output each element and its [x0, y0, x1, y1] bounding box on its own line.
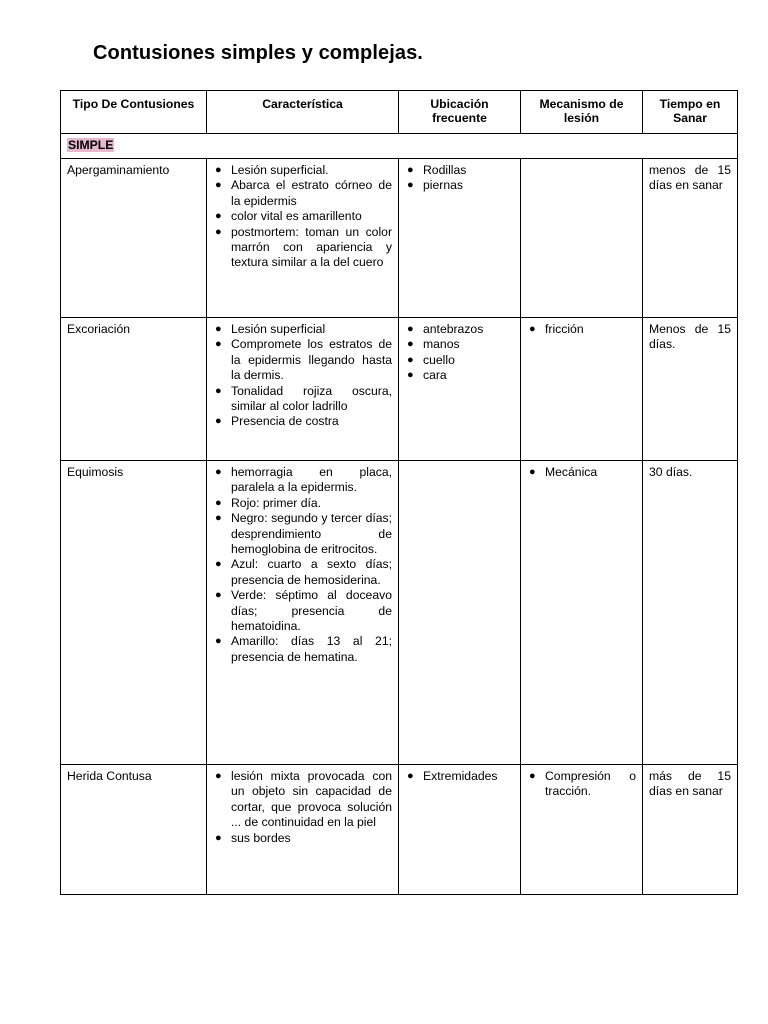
bullet-icon: ●	[215, 466, 222, 478]
bullet-list	[405, 163, 514, 194]
cell-mecanismo	[521, 318, 643, 461]
cell-caracteristica	[207, 318, 399, 461]
cell-tipo: Excoriación	[61, 318, 207, 461]
table-row	[61, 318, 738, 461]
bullet-icon: ●	[407, 369, 414, 382]
cell-tipo: Equimosis	[61, 461, 207, 765]
bullet-icon: ●	[407, 323, 414, 335]
table-row	[61, 461, 738, 765]
list-item	[213, 384, 392, 415]
list-item	[405, 353, 514, 368]
bullet-list	[213, 769, 392, 846]
list-item-text: antebrazos	[423, 322, 484, 336]
header-tiempo: Tiempo en Sanar	[643, 91, 738, 134]
cell-tiempo: 30 días.	[643, 461, 738, 765]
cell-tiempo: más de 15 días en sanar	[643, 765, 738, 895]
table-header-row	[61, 91, 738, 134]
list-item	[213, 465, 392, 496]
bullet-icon: ●	[215, 210, 222, 223]
cell-ubicacion	[399, 318, 521, 461]
cell-caracteristica	[207, 461, 399, 765]
bullet-icon: ●	[407, 164, 414, 176]
cell-mecanismo	[521, 159, 643, 318]
list-item-text: postmortem: toman un color marrón con apariencia y textura similar a la del cuero	[231, 224, 392, 270]
list-item-text: Compresión o tracción.	[545, 769, 636, 799]
list-item-text: hemorragia en placa, paralela a la epidermis.	[231, 465, 392, 495]
contusions-table	[60, 90, 738, 895]
list-item	[527, 322, 636, 337]
list-item-text: Lesión superficial	[231, 322, 326, 336]
list-item-text: Tonalidad rojiza oscura, similar al color ladrillo	[231, 383, 392, 414]
cell-ubicacion	[399, 765, 521, 895]
list-item	[213, 225, 392, 271]
bullet-icon: ●	[215, 179, 222, 192]
list-item-text: Compromete los estratos de la epidermis llegando hasta la dermis.	[231, 337, 392, 383]
bullet-icon: ●	[215, 164, 222, 176]
bullet-icon: ●	[215, 831, 222, 844]
list-item	[405, 178, 514, 193]
bullet-icon: ●	[407, 770, 414, 782]
bullet-icon: ●	[529, 466, 536, 478]
cell-ubicacion	[399, 159, 521, 318]
bullet-icon: ●	[215, 589, 222, 602]
cell-caracteristica	[207, 765, 399, 895]
cell-mecanismo	[521, 765, 643, 895]
bullet-icon: ●	[407, 179, 414, 192]
list-item	[213, 496, 392, 511]
list-item-text: lesión mixta provocada con un objeto sin capacidad de cortar, que provoca solución ... de continuidad en la piel	[231, 769, 392, 830]
list-item	[213, 634, 392, 665]
list-item-text: color vital es amarillento	[231, 209, 362, 224]
bullet-list	[213, 465, 392, 665]
cell-tiempo: menos de 15 días en sanar	[643, 159, 738, 318]
list-item-text: Mecánica	[545, 465, 598, 479]
bullet-list	[527, 465, 636, 480]
bullet-icon: ●	[215, 635, 222, 648]
section-label-simple: SIMPLE	[68, 138, 114, 152]
page-title: Contusiones simples y complejas.	[93, 42, 423, 64]
list-item-text: piernas	[423, 178, 463, 193]
list-item	[213, 414, 392, 429]
list-item	[213, 588, 392, 634]
list-item	[405, 322, 514, 337]
list-item	[213, 337, 392, 383]
cell-ubicacion	[399, 461, 521, 765]
list-item	[405, 163, 514, 178]
bullet-icon: ●	[215, 496, 222, 509]
list-item-text: Verde: séptimo al doceavo días; presencia de hematoidina.	[231, 588, 392, 634]
list-item-text: Presencia de costra	[231, 414, 339, 429]
bullet-icon: ●	[407, 338, 414, 351]
bullet-icon: ●	[215, 558, 222, 571]
bullet-icon: ●	[215, 338, 222, 351]
cell-tipo: Herida Contusa	[61, 765, 207, 895]
list-item-text: Rojo: primer día.	[231, 495, 322, 510]
bullet-list	[527, 322, 636, 337]
list-item-text: Negro: segundo y tercer días; desprendimiento de hemoglobina de eritrocitos.	[231, 511, 392, 557]
list-item-text: Lesión superficial.	[231, 163, 329, 177]
cell-tipo: Apergaminamiento	[61, 159, 207, 318]
table-row	[61, 159, 738, 318]
bullet-icon: ●	[215, 225, 222, 238]
list-item-text: cuello	[423, 352, 455, 367]
bullet-list	[213, 322, 392, 430]
list-item-text: Azul: cuarto a sexto días; presencia de hemosiderina.	[231, 557, 392, 587]
list-item	[213, 831, 392, 846]
cell-caracteristica	[207, 159, 399, 318]
table-row	[61, 765, 738, 895]
list-item-text: cara	[423, 368, 447, 383]
bullet-icon: ●	[529, 323, 536, 335]
header-tipo: Tipo De Contusiones	[61, 91, 207, 134]
list-item	[213, 322, 392, 337]
bullet-icon: ●	[215, 770, 222, 782]
bullet-icon: ●	[215, 323, 222, 335]
bullet-icon: ●	[529, 770, 536, 782]
list-item	[213, 557, 392, 588]
header-caracteristica: Característica	[207, 91, 399, 134]
list-item	[405, 368, 514, 383]
list-item	[213, 163, 392, 178]
list-item	[213, 209, 392, 224]
cell-tiempo: Menos de 15 días.	[643, 318, 738, 461]
bullet-list	[213, 163, 392, 271]
list-item-text: Abarca el estrato córneo de la epidermis	[231, 178, 392, 208]
list-item-text: Rodillas	[423, 163, 467, 177]
bullet-list	[405, 322, 514, 384]
bullet-list	[527, 769, 636, 800]
list-item	[527, 465, 636, 480]
list-item-text: fricción	[545, 322, 584, 336]
list-item	[527, 769, 636, 800]
bullet-icon: ●	[215, 384, 222, 397]
bullet-icon: ●	[215, 415, 222, 428]
list-item-text: Extremidades	[423, 769, 498, 783]
header-mecanismo: Mecanismo de lesión	[521, 91, 643, 134]
list-item	[405, 337, 514, 352]
bullet-icon: ●	[215, 512, 222, 525]
bullet-list	[405, 769, 514, 784]
list-item-text: Amarillo: días 13 al 21; presencia de hematina.	[231, 634, 392, 664]
list-item	[213, 511, 392, 557]
list-item-text: sus bordes	[231, 830, 291, 845]
list-item	[405, 769, 514, 784]
list-item	[213, 178, 392, 209]
list-item	[213, 769, 392, 831]
cell-mecanismo	[521, 461, 643, 765]
bullet-icon: ●	[407, 353, 414, 366]
header-ubicacion: Ubicación frecuente	[399, 91, 521, 134]
list-item-text: manos	[423, 337, 460, 352]
section-row	[61, 134, 738, 159]
